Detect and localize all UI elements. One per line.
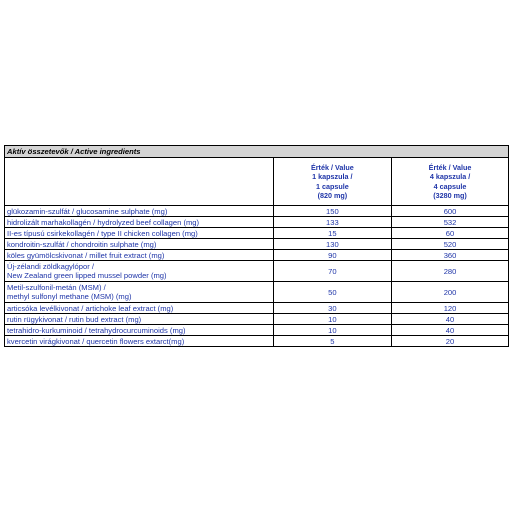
ingredient-name-cell	[5, 228, 274, 239]
ingredient-name-cell	[5, 325, 274, 336]
ingredient-name: New Zealand green lipped mussel powder (mg)	[7, 271, 167, 280]
table-row	[5, 336, 509, 347]
ingredient-name-cell	[5, 261, 274, 282]
ingredient-name: tetrahidro-kurkuminoid / tetrahydrocurcuminoids (mg)	[7, 325, 186, 335]
table-row	[5, 325, 509, 336]
ingredient-name: II-es típusú csirkekollagén / type II chicken collagen (mg)	[7, 228, 198, 238]
header-per-4-capsules-line: Érték / Value	[428, 163, 472, 173]
value-per-capsule: 50	[273, 282, 391, 303]
value-per-capsule: 30	[273, 303, 391, 314]
value-per-capsule: 70	[273, 261, 391, 282]
table-row	[5, 261, 509, 282]
ingredients-table-wrapper	[4, 145, 509, 347]
header-per-4-capsules-line: 4 capsule	[433, 181, 467, 191]
ingredient-name: kvercetin virágkivonat / quercetin flowers extarct(mg)	[7, 336, 185, 346]
ingredient-name-cell	[5, 282, 274, 303]
value-per-4-capsules: 280	[392, 261, 509, 282]
table-row	[5, 206, 509, 217]
table-title: Aktív összetevők / Active ingredients	[5, 146, 509, 158]
ingredient-name: rutin rügykivonat / rutin bud extract (mg)	[7, 314, 142, 324]
header-per-4-capsules-line: (3280 mg)	[433, 190, 467, 200]
table-row	[5, 228, 509, 239]
header-per-4-capsules	[392, 158, 509, 206]
value-per-4-capsules: 120	[392, 303, 509, 314]
header-per-capsule-line: 1 capsule	[315, 181, 349, 191]
value-per-capsule: 10	[273, 314, 391, 325]
ingredient-name: kondroitin-szulfát / chondroitin sulphate (mg)	[7, 239, 157, 249]
ingredient-name: articsóka levélkivonat / artichoke leaf extract (mg)	[7, 303, 174, 313]
table-row	[5, 239, 509, 250]
header-per-4-capsules-line: 4 kapszula /	[429, 172, 471, 182]
table-header-row	[5, 158, 509, 206]
value-per-4-capsules: 520	[392, 239, 509, 250]
table-row	[5, 314, 509, 325]
table-row	[5, 282, 509, 303]
header-per-capsule-line: 1 kapszula /	[312, 172, 353, 182]
ingredient-name-cell	[5, 250, 274, 261]
value-per-4-capsules: 20	[392, 336, 509, 347]
table-row	[5, 250, 509, 261]
ingredient-name-cell	[5, 217, 274, 228]
header-empty-cell	[5, 158, 274, 206]
value-per-capsule: 150	[273, 206, 391, 217]
table-title-row	[5, 146, 509, 158]
value-per-4-capsules: 60	[392, 228, 509, 239]
value-per-capsule: 130	[273, 239, 391, 250]
ingredient-name: glükozamin-szulfát / glucosamine sulphate (mg)	[7, 206, 168, 216]
table-row	[5, 217, 509, 228]
header-per-capsule-line: (820 mg)	[317, 190, 348, 200]
ingredient-name-cell	[5, 314, 274, 325]
value-per-capsule: 15	[273, 228, 391, 239]
value-per-capsule: 90	[273, 250, 391, 261]
ingredient-name-cell	[5, 206, 274, 217]
value-per-4-capsules: 40	[392, 325, 509, 336]
value-per-capsule: 133	[273, 217, 391, 228]
table-row	[5, 303, 509, 314]
ingredient-name-cell	[5, 336, 274, 347]
ingredient-name-cell	[5, 239, 274, 250]
ingredient-name: köles gyümölcskivonat / millet fruit extract (mg)	[7, 250, 165, 260]
value-per-capsule: 10	[273, 325, 391, 336]
ingredient-name: methyl sulfonyl methane (MSM) (mg)	[7, 292, 132, 301]
ingredient-name: Új-zélandi zöldkagylópor /	[7, 262, 94, 271]
ingredient-name: Metil-szulfonil-metán (MSM) /	[7, 283, 106, 292]
header-per-capsule-line: Érték / Value	[310, 163, 354, 173]
value-per-4-capsules: 40	[392, 314, 509, 325]
header-per-capsule	[273, 158, 391, 206]
value-per-4-capsules: 532	[392, 217, 509, 228]
ingredient-name: hidrolizált marhakollagén / hydrolyzed beef collagen (mg)	[7, 217, 200, 227]
ingredients-table	[4, 145, 509, 347]
value-per-4-capsules: 360	[392, 250, 509, 261]
value-per-capsule: 5	[273, 336, 391, 347]
value-per-4-capsules: 200	[392, 282, 509, 303]
value-per-4-capsules: 600	[392, 206, 509, 217]
ingredient-name-cell	[5, 303, 274, 314]
